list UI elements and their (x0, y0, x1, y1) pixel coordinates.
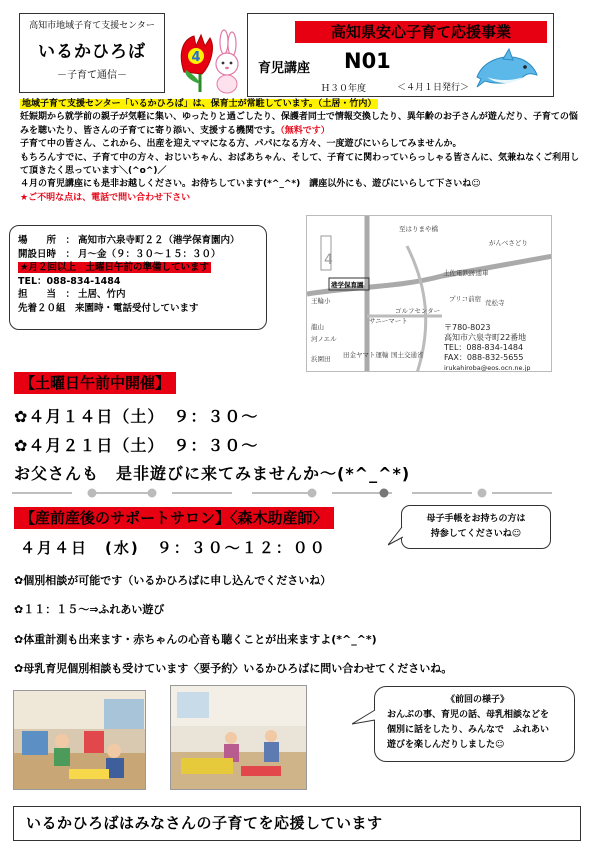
map-label: 龍山 (311, 323, 324, 331)
map-label: がんべさどり (489, 239, 528, 247)
map-address: 〒780-8023 高知市六泉寺町22番地 TEL：088-834-1484 FAX：088-832-5655 irukahiroba@eos.ocn.ne.jp (444, 323, 531, 372)
map-label-nursery: 港学保育園 (331, 281, 364, 289)
saturday-notice: ★月２回以上 土曜日午前の準備しています (20, 262, 210, 273)
map-label: ゴルフセンター (395, 307, 441, 315)
issue-date: ＜４月１日発行＞ (397, 83, 470, 93)
issue-number-badge: 4 (191, 50, 201, 65)
footer-message: いるかひろばはみなさんの子育てを応援しています (13, 806, 581, 841)
map-label: 浜園田 (311, 355, 331, 363)
salon-date: ４月４日 (水) ９：３０～１２：００ (20, 539, 327, 557)
center-name: 高知市地域子育て支援センター (29, 21, 155, 31)
center-title-box (19, 13, 165, 93)
tulip-rabbit-illustration (174, 26, 242, 94)
tel: TEL：088-834-1484 (18, 275, 121, 287)
salon-item-3: ✿体重計測も出来ます・赤ちゃんの心音も聴くことが出来ますよ(*^_^*) (14, 633, 377, 646)
previous-session-bubble: 《前回の様子》 おんぶの事、育児の話、母乳相談などを 個別に話をしたり、みんなで ふれあい 遊びを楽しんだりしました☺ (374, 686, 575, 762)
free-note: （無料です） (280, 125, 330, 136)
handbook-bubble: 母子手帳をお持ちの方は 持参してくださいね☺ (401, 505, 551, 549)
salon-item-1: ✿個別相談が可能です（いるかひろばに申し込んでくださいね） (14, 574, 332, 587)
intro-text (20, 98, 580, 205)
salon-item-4: ✿母乳育児個別相談も受けています〈要予約〉いるかひろばに問い合わせてくださいね。 (14, 662, 453, 675)
project-title: 高知県安心子育て応援事業 (295, 21, 547, 43)
hours-label: 開設日時 ： (18, 248, 76, 260)
session-photo (170, 685, 307, 790)
previous-session-title: 《前回の様子》 (445, 695, 509, 705)
map-label: 荒松寺 (485, 299, 505, 307)
access-map (306, 215, 552, 372)
map-label: サニーマート (369, 317, 408, 325)
map-label: 王輪小 (311, 297, 331, 305)
newsletter-title: いるかひろば (38, 42, 146, 62)
contact-note: ★ご不明な点は、電話で問い合わせ下さい (20, 192, 191, 203)
map-label: 田金ヤマト運輸 (343, 351, 389, 359)
intro-lead: 地域子育て支援センター「いるかひろば」は、保育士が常駐しています。（土居・竹内） (22, 99, 377, 109)
map-label: 河ノエル (311, 335, 337, 343)
bubble-tail (388, 527, 404, 547)
place-label: 場 所 ： (18, 235, 76, 246)
svg-text:4: 4 (324, 252, 333, 268)
saturday-invite: お父さんも 是非遊びに来てみませんか～(*^_^*) (14, 464, 411, 483)
saturday-date-2: ✿４月２１日（土） ９：３０～ (14, 436, 259, 455)
staff-label: 担 当 ： (18, 289, 76, 300)
map-label: 至はりまや橋 (399, 225, 438, 233)
map-label: プリコ前宿 (449, 295, 482, 303)
course-header-box (247, 13, 554, 97)
map-label: 土佐電鉄跡通車 (443, 269, 489, 277)
saturday-date-1: ✿４月１４日（土） ９：３０～ (14, 407, 259, 426)
intro-paragraph-2: 子育て中の皆さん、これから、出産を迎えママになる方、パパになる方々、一度遊びにいらしてみませんか。 (20, 139, 462, 150)
hours-value: 月～金（９：３０～１５：３０） (78, 248, 221, 260)
dolphin-icon (473, 47, 541, 91)
saturday-section-title: 【土曜日午前中開催】 (14, 372, 176, 394)
info-box (9, 225, 267, 330)
map-label: 国土交通省 (391, 351, 424, 359)
playroom-photo (13, 690, 146, 790)
first-come-note: 先着２０組 来園時・電話受付しています (18, 302, 199, 314)
staff-value: 土居、竹内 (78, 289, 126, 300)
bubble-tail (352, 708, 376, 726)
place-value: 高知市六泉寺町２２（港学保育園内） (78, 235, 240, 246)
intro-paragraph-3: もちろんすでに、子育て中の方々、おじいちゃん、おばあちゃん、そして、子育てに関わっていらっしゃる皆さんに、気兼ねなくご利用して頂きたく思っています＼(^o^)／ (20, 152, 580, 177)
salon-section-title: 【産前産後のサポートサロン】〈森木助産師〉 (14, 507, 334, 529)
intro-paragraph-1: 妊娠期から就学前の親子が気軽に集い、ゆったりと過ごしたり、保護者同士で情報交換したり、異年齢のお子さんが遊んだり、子育ての悩みを聴いたり、皆さんの子育てに寄り添い、支援する機関です。 (20, 112, 578, 136)
intro-paragraph-4: ４月の育児講座にも是非お越しください。お待ちしています(*^_^*) 講座以外にも、遊びにいらして下さいね☺ (20, 179, 481, 190)
series-label: 育児講座 (258, 61, 311, 76)
newsletter-subtitle: －子育て通信－ (57, 70, 127, 81)
issue-number: N01 (344, 49, 391, 73)
fiscal-year: Ｈ３０年度 (321, 84, 367, 94)
salon-item-2: ✿１１：１５～⇒ふれあい遊び (14, 603, 165, 616)
section-divider (12, 488, 572, 498)
